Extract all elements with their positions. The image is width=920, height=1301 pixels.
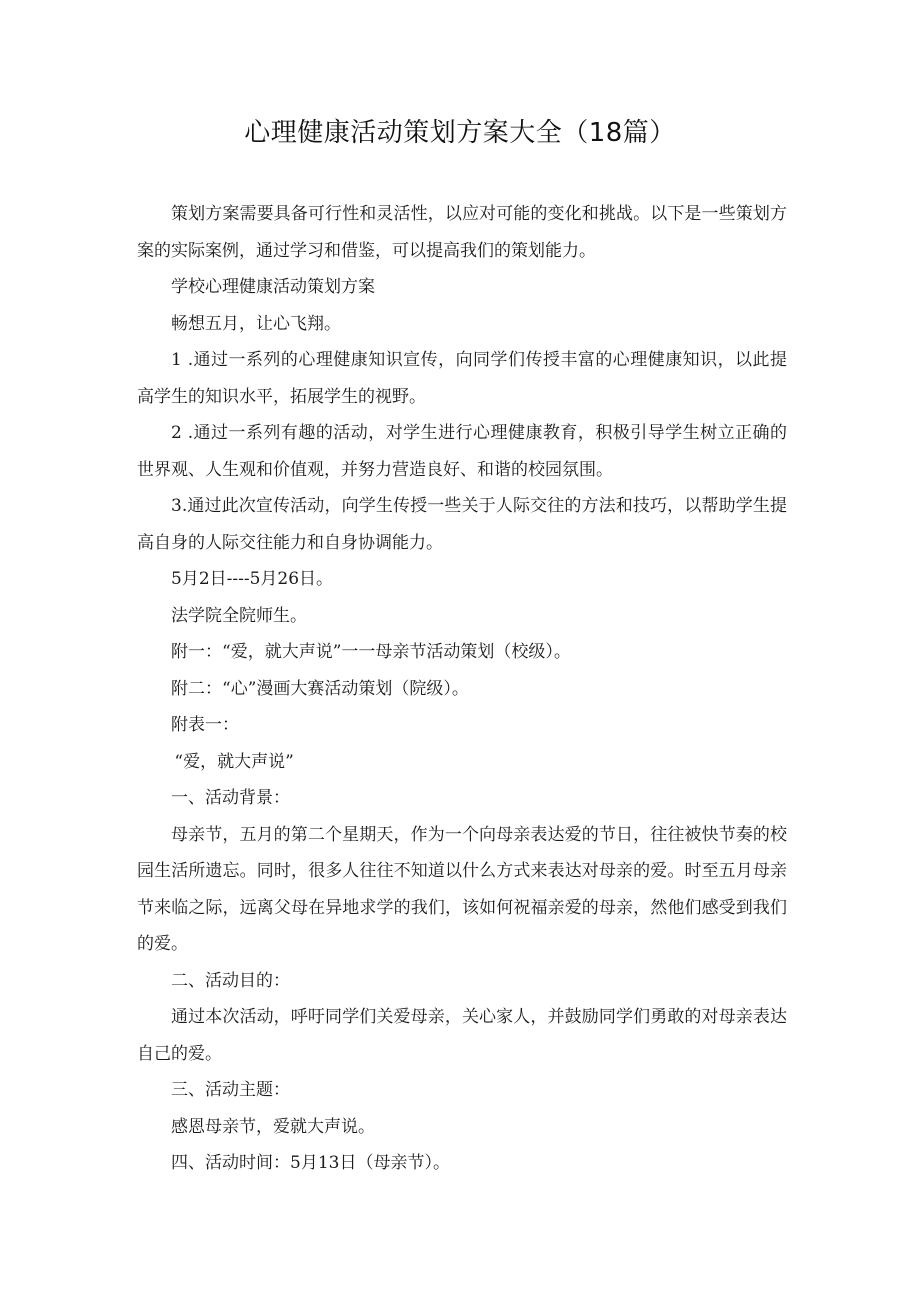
time-paragraph: 四、活动时间：5月13日（母亲节）。 bbox=[171, 1153, 450, 1173]
background-paragraph: 母亲节，五月的第二个星期天，作为一个向母亲表达爱的节日，往往被快节奏的校园生活所遗忘。同时，很多人往往不知道以什么方式来表达对母亲的爱。时至五月母亲节来临之际，远离父母在异地求学的我们，该如何祝福亲爱的母亲，然他们感受到我们的爱。 bbox=[137, 824, 787, 954]
activity-title: “爱，就大声说” bbox=[174, 751, 294, 772]
goal-paragraph-1: 1 .通过一系列的心理健康知识宣传，向同学们传授丰富的心理健康知识，以此提高学生的知识水平，拓展学生的视野。 bbox=[137, 350, 787, 407]
appendix-1-paragraph: 附一：“爱，就大声说”一一母亲节活动策划（校级）。 bbox=[171, 642, 571, 662]
background-heading: 一、活动背景： bbox=[171, 788, 290, 808]
section-heading: 学校心理健康活动策划方案 bbox=[171, 277, 375, 297]
goal-paragraph-3: 3.通过此次宣传活动，向学生传授一些关于人际交往的方法和技巧，以帮助学生提高自身的人际交往能力和自身协调能力。 bbox=[137, 496, 787, 553]
appendix-2-paragraph: 附二：“心”漫画大赛活动策划（院级）。 bbox=[171, 678, 469, 699]
purpose-heading: 二、活动目的： bbox=[171, 970, 290, 991]
audience-paragraph: 法学院全院师生。 bbox=[171, 605, 307, 626]
attachment-table-label: 附表一： bbox=[171, 715, 239, 735]
date-paragraph: 5月2日----5月26日。 bbox=[171, 569, 334, 589]
theme-paragraph: 感恩母亲节，爱就大声说。 bbox=[171, 1116, 375, 1137]
intro-paragraph: 策划方案需要具备可行性和灵活性，以应对可能的变化和挑战。以下是一些策划方案的实际案例，通过学习和借鉴，可以提高我们的策划能力。 bbox=[137, 204, 787, 261]
document-body bbox=[137, 196, 787, 1182]
slogan-paragraph: 畅想五月，让心飞翔。 bbox=[171, 313, 341, 334]
document-title: 心理健康活动策划方案大全（18篇） bbox=[244, 118, 676, 148]
theme-heading: 三、活动主题： bbox=[171, 1080, 290, 1100]
goal-paragraph-2: 2 .通过一系列有趣的活动，对学生进行心理健康教育，积极引导学生树立正确的世界观、人生观和价值观，并努力营造良好、和谐的校园氛围。 bbox=[137, 423, 787, 480]
purpose-paragraph: 通过本次活动，呼吁同学们关爱母亲，关心家人，并鼓励同学们勇敢的对母亲表达自己的爱。 bbox=[137, 1007, 787, 1064]
